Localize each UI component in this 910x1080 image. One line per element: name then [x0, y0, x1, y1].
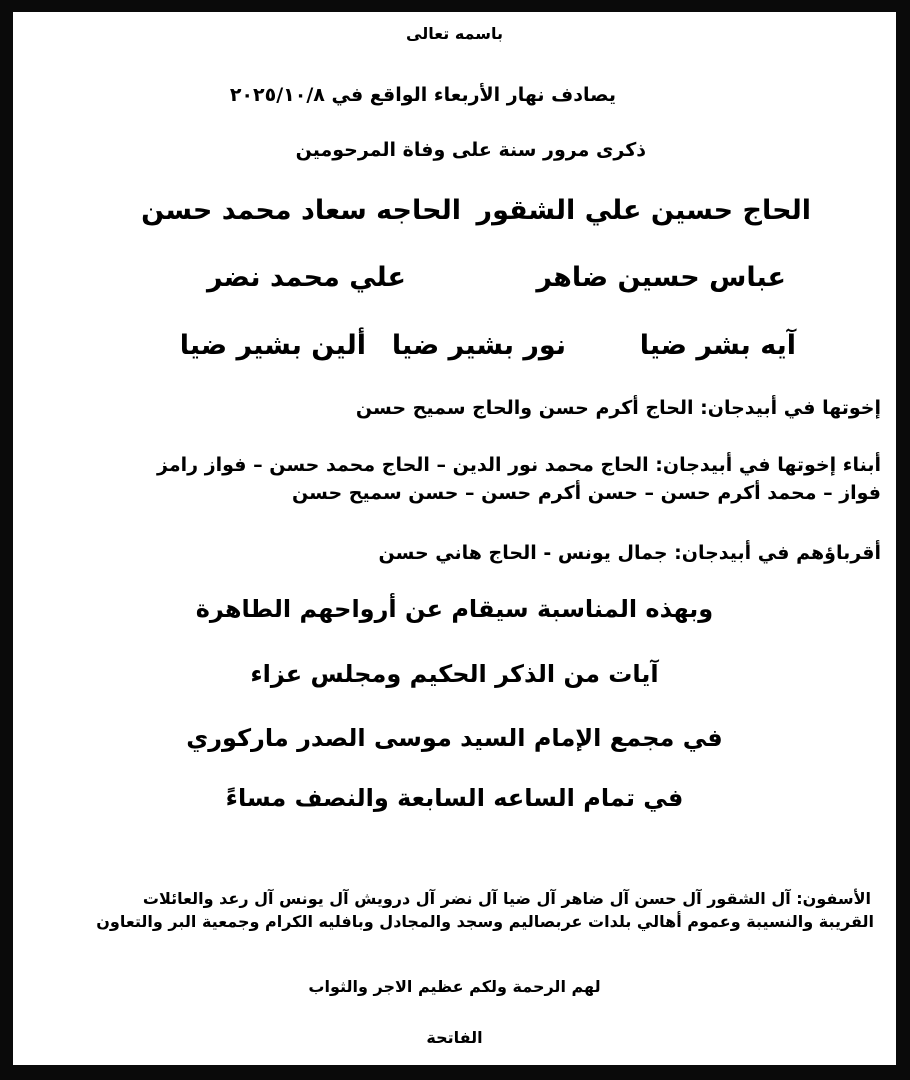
occasion-line: ذكرى مرور سنة على وفاة المرحومين: [295, 139, 646, 161]
mourners-line-1: الأسفون: آل الشقور آل حسن آل ضاهر آل ضيا آل نضر آل درويش آل يونس آل رعد والعائلات: [142, 889, 871, 908]
deceased-name: آيه بشر ضيا: [639, 330, 796, 361]
fatiha-line: الفاتحة: [426, 1028, 483, 1047]
siblings-line: إخوتها في أبيدجان: الحاج أكرم حسن والحاج سميح حسن: [355, 397, 881, 419]
deceased-name: عباس حسين ضاهر: [536, 262, 786, 293]
deceased-name: الحاجه سعاد محمد حسن: [141, 195, 461, 226]
prayer-line: لهم الرحمة ولكم عظيم الاجر والثواب: [308, 977, 601, 996]
nephews-line-2: فواز – محمد أكرم حسن – حسن أكرم حسن – حسن سميح حسن: [292, 482, 881, 504]
event-line-1: وبهذه المناسبة سيقام عن أرواحهم الطاهرة: [195, 595, 714, 623]
invocation: باسمه تعالى: [406, 24, 503, 43]
nephews-line-1: أبناء إخوتها في أبيدجان: الحاج محمد نور الدين – الحاج محمد حسن – فواز رامز: [157, 454, 881, 476]
deceased-name: ألين بشير ضيا: [179, 330, 366, 361]
date-line: يصادف نهار الأربعاء الواقع في ٢٠٢٥/١٠/٨: [229, 84, 616, 106]
event-line-2: آيات من الذكر الحكيم ومجلس عزاء: [250, 660, 659, 688]
deceased-name: نور بشير ضيا: [391, 330, 566, 361]
mourners-line-2: القريبة والنسيبة وعموم أهالي بلدات عربصاليم وسجد والمجادل وبافليه الكرام وجمعية البر والتعاون: [96, 912, 874, 931]
deceased-name: الحاج حسين علي الشقور: [476, 195, 811, 226]
kin-line: أقرباؤهم في أبيدجان: جمال يونس - الحاج هاني حسن: [378, 542, 881, 564]
event-line-3: في مجمع الإمام السيد موسى الصدر ماركوري: [186, 724, 723, 752]
deceased-name: علي محمد نضر: [207, 262, 406, 293]
memorial-notice-page: [13, 12, 896, 1065]
event-line-4: في تمام الساعه السابعة والنصف مساءً: [225, 784, 684, 812]
